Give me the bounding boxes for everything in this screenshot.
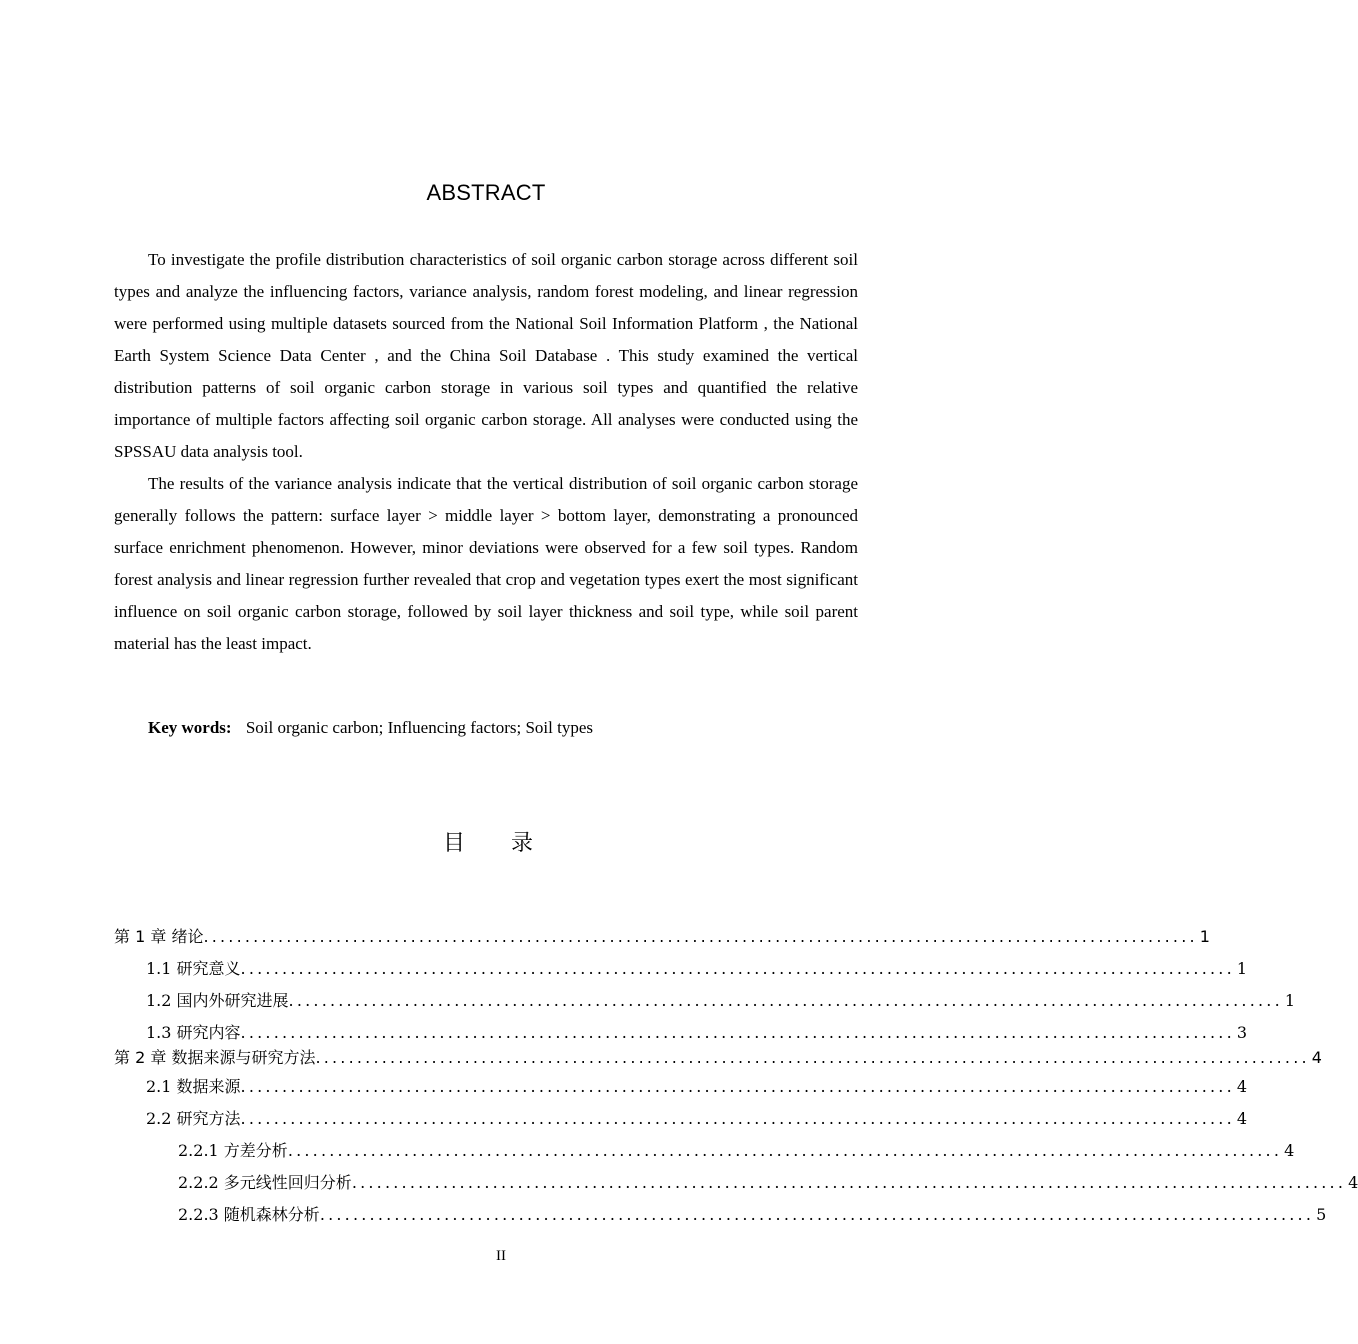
toc-entry-label: 2.1 数据来源 <box>146 1077 241 1096</box>
toc-leader-dots: ........................................................................................................................ <box>315 1048 1310 1067</box>
toc-leader-dots: ........................................................................................................................ <box>240 1023 1235 1042</box>
toc-entry[interactable] <box>178 1202 1327 1225</box>
abstract-paragraph-2: The results of the variance analysis indicate that the vertical distribution of soil organic carbon storage generally follows the pattern: surface layer > middle layer > bottom layer, demonstrating a pronounced surface enrichment phenomenon. However, minor deviations were observed for a few soil types. Random forest analysis and linear regression further revealed that crop and vegetation types exert the most significant influence on soil organic carbon storage, followed by soil layer thickness and soil type, while soil parent material has the least impact. <box>114 474 858 653</box>
toc-entry-label: 1.3 研究内容 <box>146 1023 241 1042</box>
toc-entry-page: 4 <box>1284 1141 1295 1160</box>
toc-entry-label: 2.2.2 多元线性回归分析 <box>178 1173 352 1192</box>
toc-entry[interactable] <box>114 1045 1322 1068</box>
toc-entry-page: 1 <box>1284 991 1296 1010</box>
toc-entry[interactable] <box>146 956 1248 979</box>
toc-entry-label: 第 2 章 数据来源与研究方法 <box>114 1048 316 1067</box>
keywords-label: Key words: <box>148 718 232 737</box>
toc-entry[interactable] <box>114 924 1210 947</box>
keywords-text: Soil organic carbon; Influencing factors; Soil types <box>245 718 593 737</box>
toc-entry[interactable] <box>178 1138 1295 1161</box>
toc-entry[interactable] <box>178 1170 1358 1193</box>
toc-entry-label: 2.2 研究方法 <box>146 1109 241 1128</box>
toc-leader-dots: ........................................................................................................................ <box>287 1141 1283 1160</box>
toc-leader-dots: ........................................................................................................................ <box>288 991 1283 1010</box>
toc-leader-dots: ........................................................................................................................ <box>351 1173 1347 1192</box>
toc-leader-dots: ........................................................................................................................ <box>319 1205 1315 1224</box>
toc-leader-dots: ........................................................................................................................ <box>240 959 1235 978</box>
toc-entry-label: 2.2.1 方差分析 <box>178 1141 288 1160</box>
toc-entry[interactable] <box>146 1106 1248 1129</box>
toc-leader-dots: ........................................................................................................................ <box>203 927 1198 946</box>
toc-entry-page: 4 <box>1348 1173 1358 1192</box>
toc-title-right: 录 <box>511 831 534 856</box>
toc-entry[interactable] <box>146 1074 1248 1097</box>
toc-leader-dots: ........................................................................................................................ <box>240 1077 1235 1096</box>
toc-entry-label: 1.1 研究意义 <box>146 959 241 978</box>
abstract-title: ABSTRACT <box>426 180 546 205</box>
toc-entry-page: 4 <box>1236 1109 1248 1128</box>
abstract-paragraph-1: To investigate the profile distribution characteristics of soil organic carbon storage across different soil types and analyze the influencing factors, variance analysis, random forest modeling, and linear regression were performed using multiple datasets sourced from the National Soil Information Platform , the National Earth System Science Data Center , and the China Soil Database . This study examined the vertical distribution patterns of soil organic carbon storage in various soil types and quantified the relative importance of multiple factors affecting soil organic carbon storage. All analyses were conducted using the SPSSAU data analysis tool. <box>114 250 858 461</box>
toc-entry-page: 3 <box>1236 1023 1248 1042</box>
toc-entry-page: 1 <box>1199 927 1210 946</box>
toc-entry-label: 1.2 国内外研究进展 <box>146 991 289 1010</box>
toc-entry-label: 2.2.3 随机森林分析 <box>178 1205 320 1224</box>
toc-entry[interactable] <box>146 988 1296 1011</box>
toc-entry-page: 1 <box>1236 959 1248 978</box>
toc-entry-page: 4 <box>1236 1077 1248 1096</box>
toc-leader-dots: ........................................................................................................................ <box>240 1109 1235 1128</box>
toc-entry-page: 4 <box>1311 1048 1322 1067</box>
page-number: II <box>496 1248 506 1264</box>
toc-entry-label: 第 1 章 绪论 <box>114 927 204 946</box>
toc-entry[interactable] <box>146 1020 1248 1043</box>
toc-entry-page: 5 <box>1316 1205 1327 1224</box>
toc-title-left: 目 <box>442 831 465 856</box>
